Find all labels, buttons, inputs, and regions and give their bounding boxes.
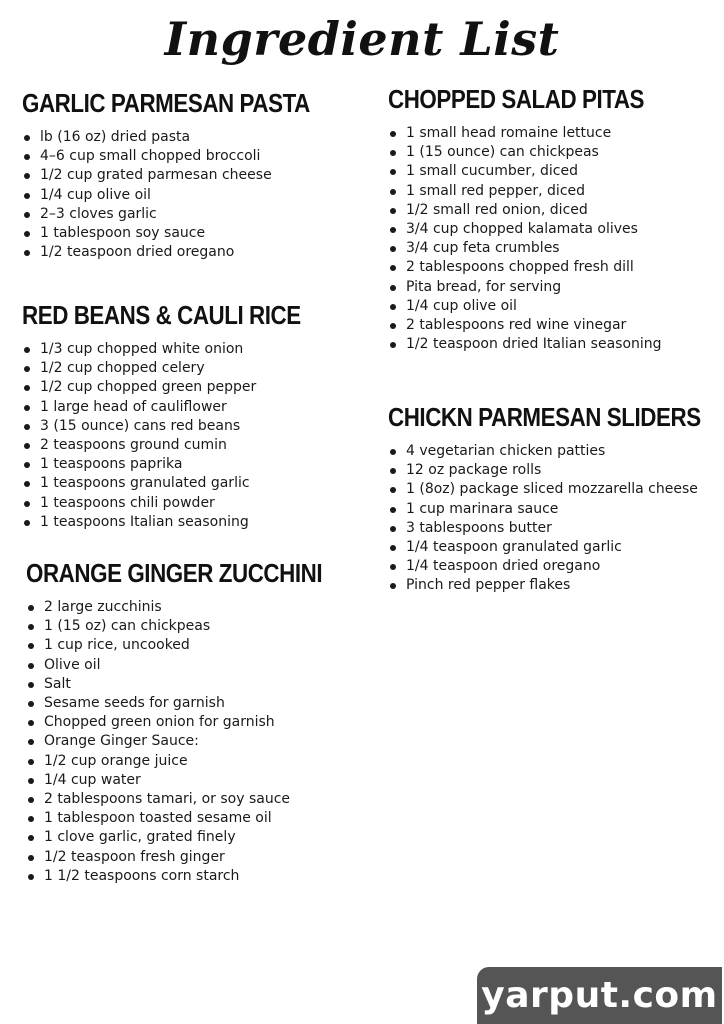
ingredient-item: 1/4 cup olive oil xyxy=(22,186,357,205)
ingredient-item: 2 tablespoons chopped fresh dill xyxy=(388,258,686,277)
ingredient-item: 1 (15 oz) can chickpeas xyxy=(26,617,370,636)
ingredient-item: 1 1/2 teaspoons corn starch xyxy=(26,867,370,886)
ingredient-item: 1/2 cup chopped green pepper xyxy=(22,378,346,397)
recipe-section-red-beans-cauli-rice xyxy=(22,300,346,532)
ingredient-item: 1 teaspoons chili powder xyxy=(22,494,346,513)
ingredient-item: Pita bread, for serving xyxy=(388,278,686,297)
section-heading: CHOPPED SALAD PITAS xyxy=(388,84,645,114)
ingredient-item: 1 teaspoons Italian seasoning xyxy=(22,513,346,532)
recipe-section-orange-ginger-zucchini xyxy=(26,558,370,886)
section-heading: GARLIC PARMESAN PASTA xyxy=(22,88,310,118)
ingredient-item: 1 tablespoon toasted sesame oil xyxy=(26,809,370,828)
ingredient-item: 1 (15 ounce) can chickpeas xyxy=(388,143,686,162)
recipe-section-chickn-parmesan-sliders xyxy=(388,402,724,596)
ingredient-item: 1/2 teaspoon dried Italian seasoning xyxy=(388,335,686,354)
ingredient-item: 1 small head romaine lettuce xyxy=(388,124,686,143)
ingredient-item: 4 vegetarian chicken patties xyxy=(388,442,724,461)
ingredient-item: 1 tablespoon soy sauce xyxy=(22,224,357,243)
page-title: Ingredient List xyxy=(164,12,560,66)
ingredient-item: 12 oz package rolls xyxy=(388,461,724,480)
ingredient-item: 1 clove garlic, grated finely xyxy=(26,828,370,847)
ingredient-list xyxy=(22,340,346,532)
ingredient-item: 1/3 cup chopped white onion xyxy=(22,340,346,359)
ingredient-item: 1 teaspoons paprika xyxy=(22,455,346,474)
ingredient-list xyxy=(26,598,370,886)
ingredient-item: 1 small cucumber, diced xyxy=(388,162,686,181)
ingredient-item: Orange Ginger Sauce: xyxy=(26,732,370,751)
ingredient-item: Olive oil xyxy=(26,656,370,675)
ingredient-item: 1/4 teaspoon granulated garlic xyxy=(388,538,724,557)
ingredient-item: 1/2 cup orange juice xyxy=(26,752,370,771)
ingredient-item: 1 cup rice, uncooked xyxy=(26,636,370,655)
ingredient-item: 3 tablespoons butter xyxy=(388,519,724,538)
ingredient-item: lb (16 oz) dried pasta xyxy=(22,128,357,147)
recipe-section-garlic-parmesan-pasta xyxy=(22,88,357,262)
section-heading: ORANGE GINGER ZUCCHINI xyxy=(26,558,323,588)
ingredient-item: 2 large zucchinis xyxy=(26,598,370,617)
ingredient-item: 1/2 small red onion, diced xyxy=(388,201,686,220)
ingredient-item: 1 large head of cauliflower xyxy=(22,398,346,417)
ingredient-item: 2 teaspoons ground cumin xyxy=(22,436,346,455)
ingredient-item: 3/4 cup chopped kalamata olives xyxy=(388,220,686,239)
ingredient-item: 3 (15 ounce) cans red beans xyxy=(22,417,346,436)
ingredient-item: 3/4 cup feta crumbles xyxy=(388,239,686,258)
ingredient-item: 4–6 cup small chopped broccoli xyxy=(22,147,357,166)
ingredient-list xyxy=(388,124,686,354)
ingredient-item: 2 tablespoons red wine vinegar xyxy=(388,316,686,335)
ingredient-item: Salt xyxy=(26,675,370,694)
watermark-badge: yarput.com xyxy=(477,967,722,1024)
ingredient-item: Chopped green onion for garnish xyxy=(26,713,370,732)
ingredient-item: 1/2 cup chopped celery xyxy=(22,359,346,378)
ingredient-item: 1/2 cup grated parmesan cheese xyxy=(22,166,357,185)
recipe-section-chopped-salad-pitas xyxy=(388,84,686,354)
ingredient-item: 2–3 cloves garlic xyxy=(22,205,357,224)
section-heading: CHICKN PARMESAN SLIDERS xyxy=(388,402,701,432)
ingredient-item: 1/2 teaspoon fresh ginger xyxy=(26,848,370,867)
ingredient-item: 2 tablespoons tamari, or soy sauce xyxy=(26,790,370,809)
section-heading: RED BEANS & CAULI RICE xyxy=(22,300,301,330)
ingredient-item: 1/4 cup olive oil xyxy=(388,297,686,316)
ingredient-item: 1/4 cup water xyxy=(26,771,370,790)
ingredient-item: Sesame seeds for garnish xyxy=(26,694,370,713)
ingredient-item: 1 (8oz) package sliced mozzarella cheese xyxy=(388,480,724,499)
ingredient-item: 1 small red pepper, diced xyxy=(388,182,686,201)
ingredient-item: 1 cup marinara sauce xyxy=(388,500,724,519)
ingredient-item: 1 teaspoons granulated garlic xyxy=(22,474,346,493)
ingredient-item: Pinch red pepper flakes xyxy=(388,576,724,595)
ingredient-item: 1/4 teaspoon dried oregano xyxy=(388,557,724,576)
ingredient-list xyxy=(388,442,724,596)
ingredient-list xyxy=(22,128,357,262)
ingredient-item: 1/2 teaspoon dried oregano xyxy=(22,243,357,262)
